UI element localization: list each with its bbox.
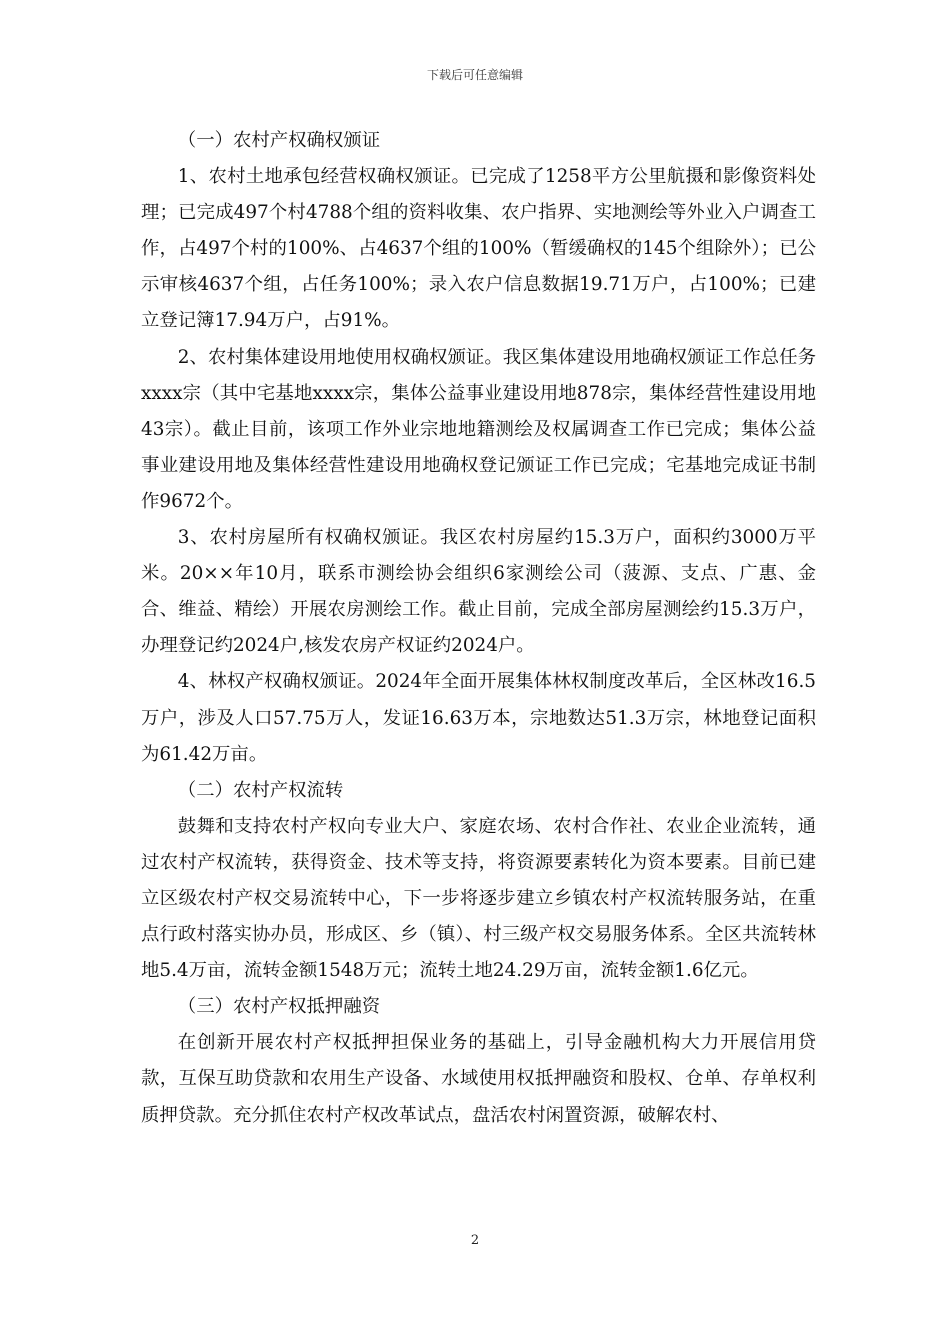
section-heading-1: （一）农村产权确权颁证 bbox=[177, 130, 381, 151]
section-heading-2: （二）农村产权流转 bbox=[177, 779, 344, 801]
section-heading-3: （三）农村产权抵押融资 bbox=[177, 996, 381, 1018]
paragraph-mortgage: 在创新开展农村产权抵押担保业务的基础上，引导金融机构大力开展信用贷款，互保互助贷款和农用生产设备、水域使用权抵押融资和股权、仓单、存单权利质押贷款。充分抓住农村产权改革试点，盘活农村闲置资源，破解农村、 bbox=[141, 1032, 816, 1126]
paragraph-forest: 4、林权产权确权颁证。2024年全面开展集体林权制度改革后，全区林改16.5万户，涉及人口57.75万人，发证16.63万本，宗地数达51.3万宗，林地登记面积为61.42万亩。 bbox=[141, 671, 816, 765]
paragraph-land-contract: 1、农村土地承包经营权确权颁证。已完成了1258平方公里航摄和影像资料处理；已完成497个村4788个组的资料收集、农户指界、实地测绘等外业入户调查工作，占497个村的100%、占4637个组的100%（暂缓确权的145个组除外）；已公示审核4637个组，占任务100%；录入农户信息数据19.71万户，占100%；已建立登记簿17.94万户，占91%。 bbox=[141, 166, 816, 332]
paragraph-transfer: 鼓舞和支持农村产权向专业大户、家庭农场、农村合作社、农业企业流转，通过农村产权流转，获得资金、技术等支持，将资源要素转化为资本要素。目前已建立区级农村产权交易流转中心，下一步将逐步建立乡镇农村产权流转服务站，在重点行政村落实协办员，形成区、乡（镇）、村三级产权交易服务体系。全区共流转林地5.4万亩，流转金额1548万元；流转土地24.29万亩，流转金额1.6亿元。 bbox=[141, 815, 816, 982]
document-body bbox=[141, 123, 816, 1134]
paragraph-collective-land: 2、农村集体建设用地使用权确权颁证。我区集体建设用地确权颁证工作总任务xxxx宗（其中宅基地xxxx宗，集体公益事业建设用地878宗，集体经营性建设用地43宗）。截止目前，该项工作外业宗地地籍测绘及权属调查工作已完成；集体公益事业建设用地及集体经营性建设用地确权登记颁证工作已完成；宅基地完成证书制作9672个。 bbox=[141, 346, 816, 512]
paragraph-housing: 3、农村房屋所有权确权颁证。我区农村房屋约15.3万户，面积约3000万平米。20××年10月，联系市测绘协会组织6家测绘公司（菠源、支点、广惠、金合、维益、精绘）开展农房测绘工作。截止目前，完成全部房屋测绘约15.3万户，办理登记约2024户,核发农房产权证约2024户。 bbox=[141, 527, 816, 657]
page-number: 2 bbox=[470, 1233, 480, 1248]
page-header: 下载后可任意编辑 bbox=[426, 68, 523, 82]
